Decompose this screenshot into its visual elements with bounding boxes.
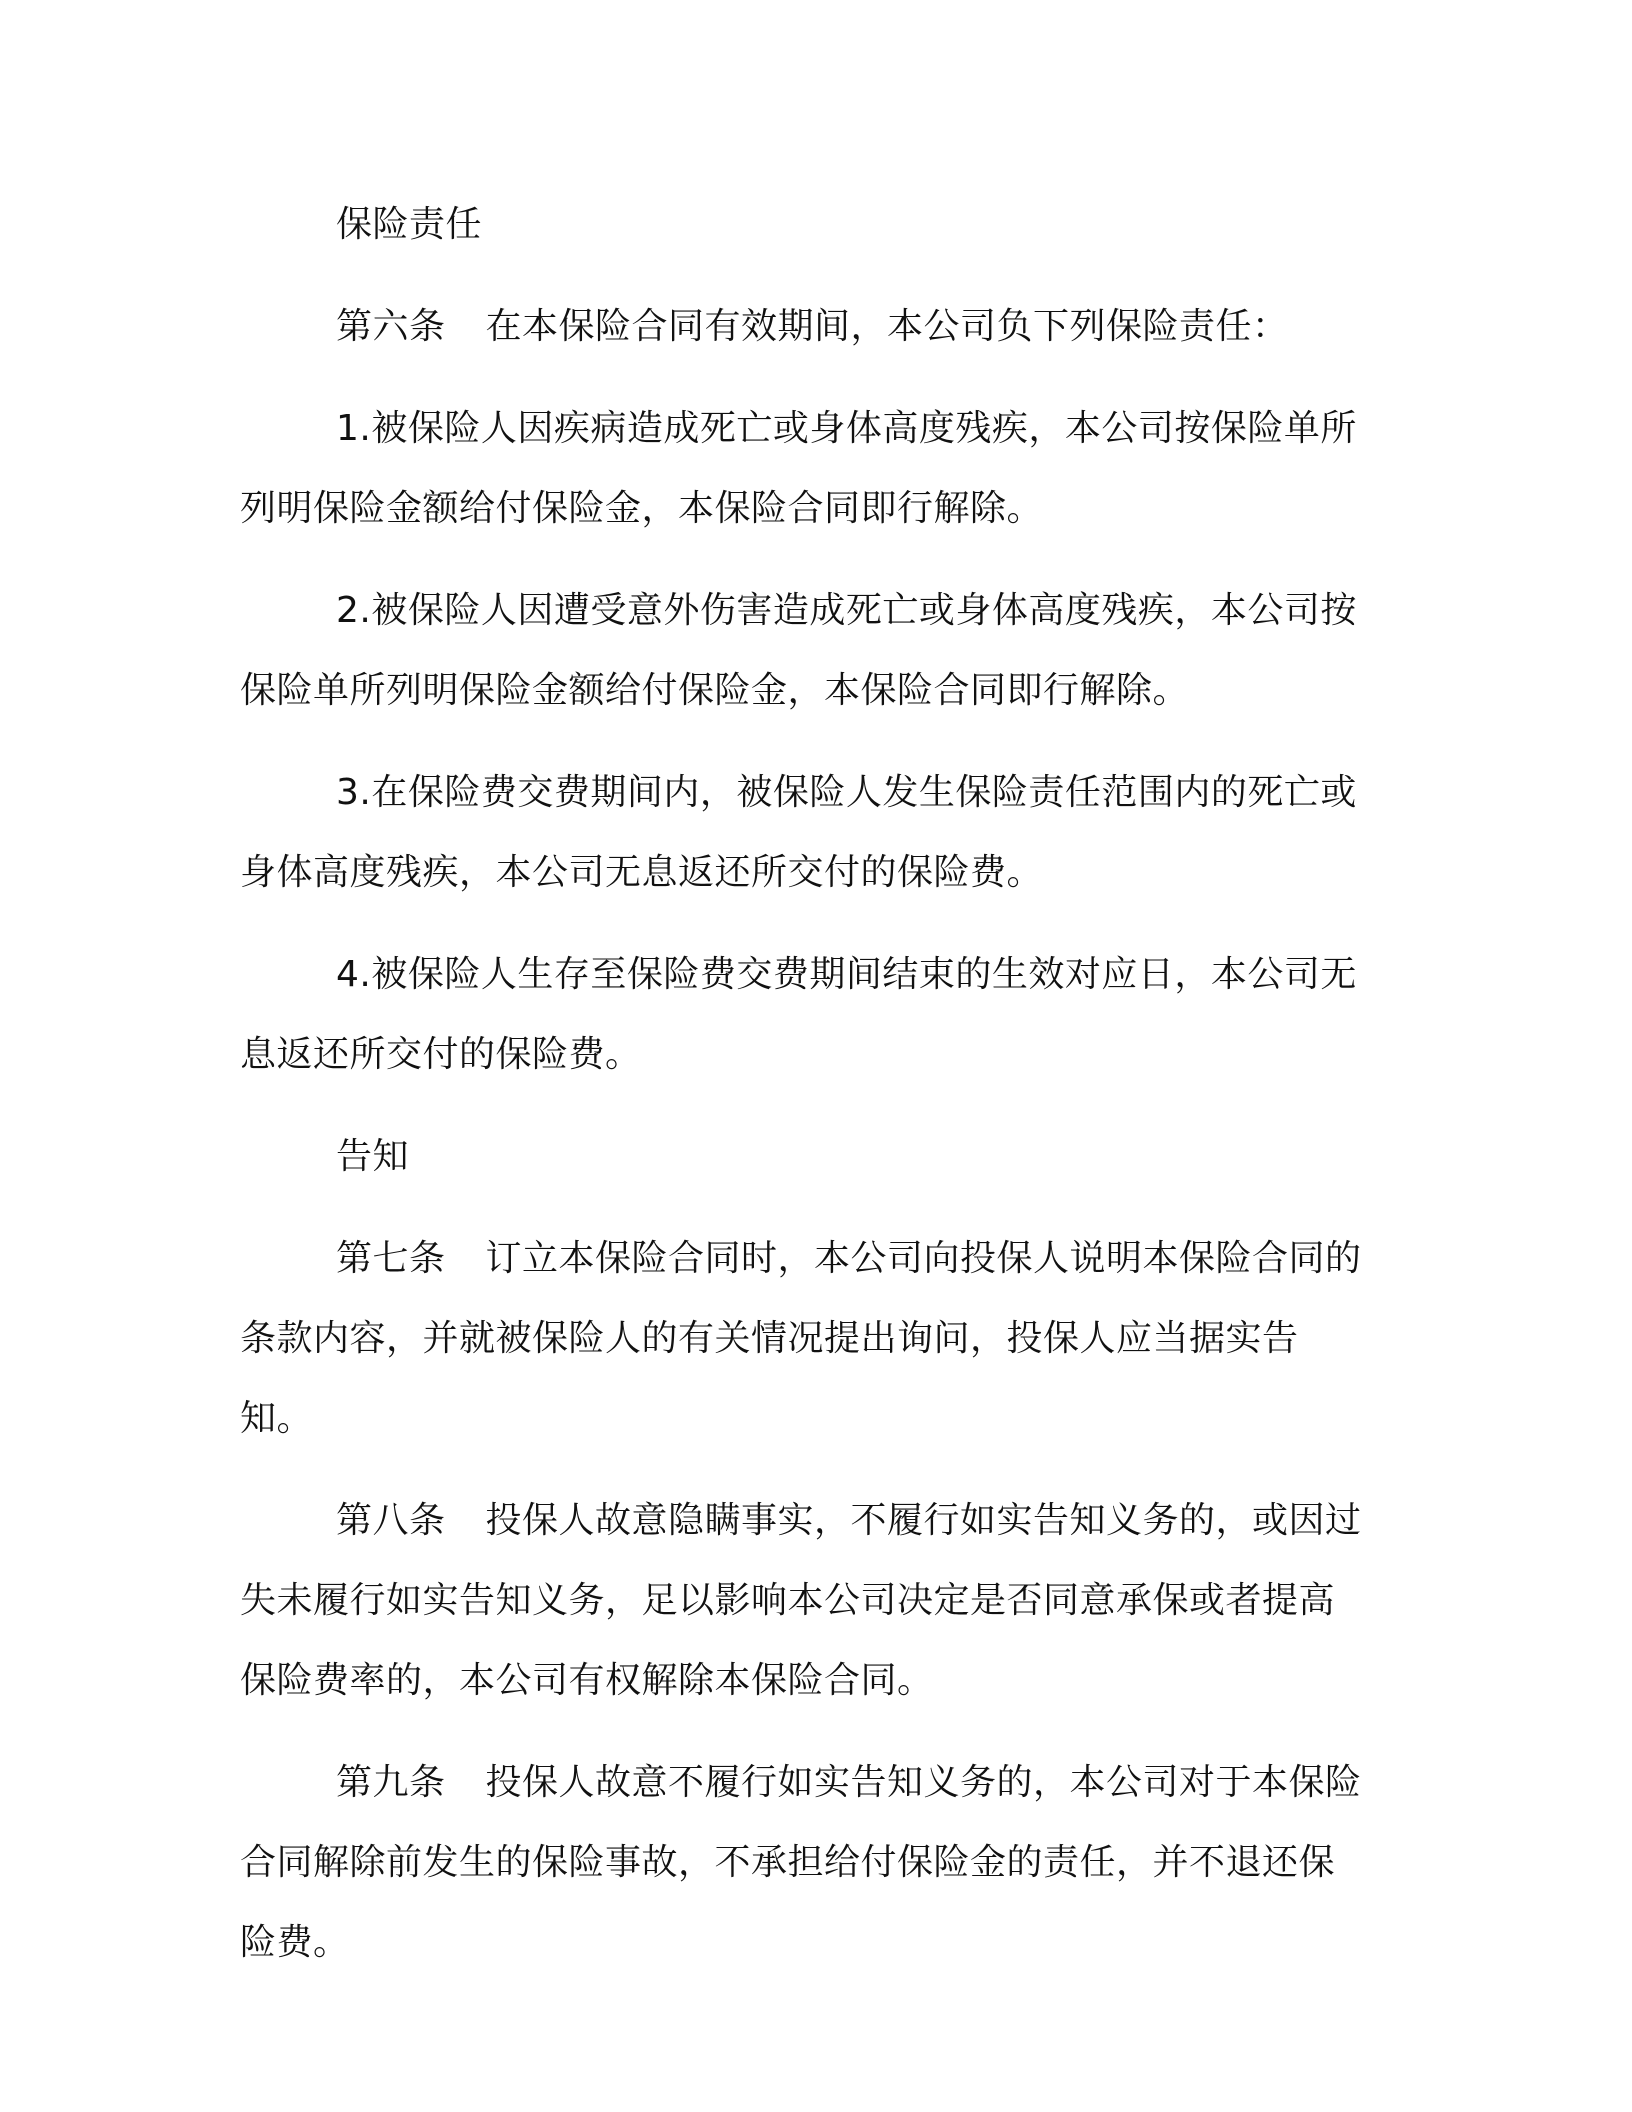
liability-item-4: 4.被保险人生存至保险费交费期间结束的生效对应日，本公司无息返还所交付的保险费。 (240, 954, 1357, 1075)
section-heading-insurance-liability (240, 185, 1370, 265)
article-8 (240, 1481, 1370, 1721)
liability-item-1: 1.被保险人因疾病造成死亡或身体高度残疾，本公司按保险单所列明保险金额给付保险金，本保险合同即行解除。 (240, 408, 1357, 529)
section-heading-disclosure (240, 1117, 1370, 1197)
article-text: 投保人故意隐瞒事实，不履行如实告知义务的，或因过失未履行如实告知义务，足以影响本公司决定是否同意承保或者提高保险费率的，本公司有权解除本保险合同。 (240, 1500, 1362, 1701)
article-6 (240, 287, 1370, 367)
article-text: 投保人故意不履行如实告知义务的，本公司对于本保险合同解除前发生的保险事故，不承担给付保险金的责任，并不退还保险费。 (240, 1762, 1362, 1963)
liability-item-2: 2.被保险人因遭受意外伤害造成死亡或身体高度残疾，本公司按保险单所列明保险金额给付保险金，本保险合同即行解除。 (240, 590, 1357, 711)
article-label: 第八条 (336, 1500, 446, 1541)
article-label: 第六条 (336, 306, 446, 347)
liability-item-3: 3.在保险费交费期间内，被保险人发生保险责任范围内的死亡或身体高度残疾，本公司无息返还所交付的保险费。 (240, 772, 1357, 893)
article-9 (240, 1743, 1370, 1983)
document-body (240, 185, 1370, 2005)
article-text: 订立本保险合同时，本公司向投保人说明本保险合同的条款内容，并就被保险人的有关情况提出询问，投保人应当据实告知。 (240, 1238, 1362, 1439)
article-text: 在本保险合同有效期间，本公司负下列保险责任： (485, 306, 1289, 347)
article-7 (240, 1219, 1370, 1459)
article-label: 第七条 (336, 1238, 446, 1279)
heading-text: 保险责任 (336, 204, 483, 245)
heading-text: 告知 (336, 1136, 410, 1177)
article-label: 第九条 (336, 1762, 446, 1803)
